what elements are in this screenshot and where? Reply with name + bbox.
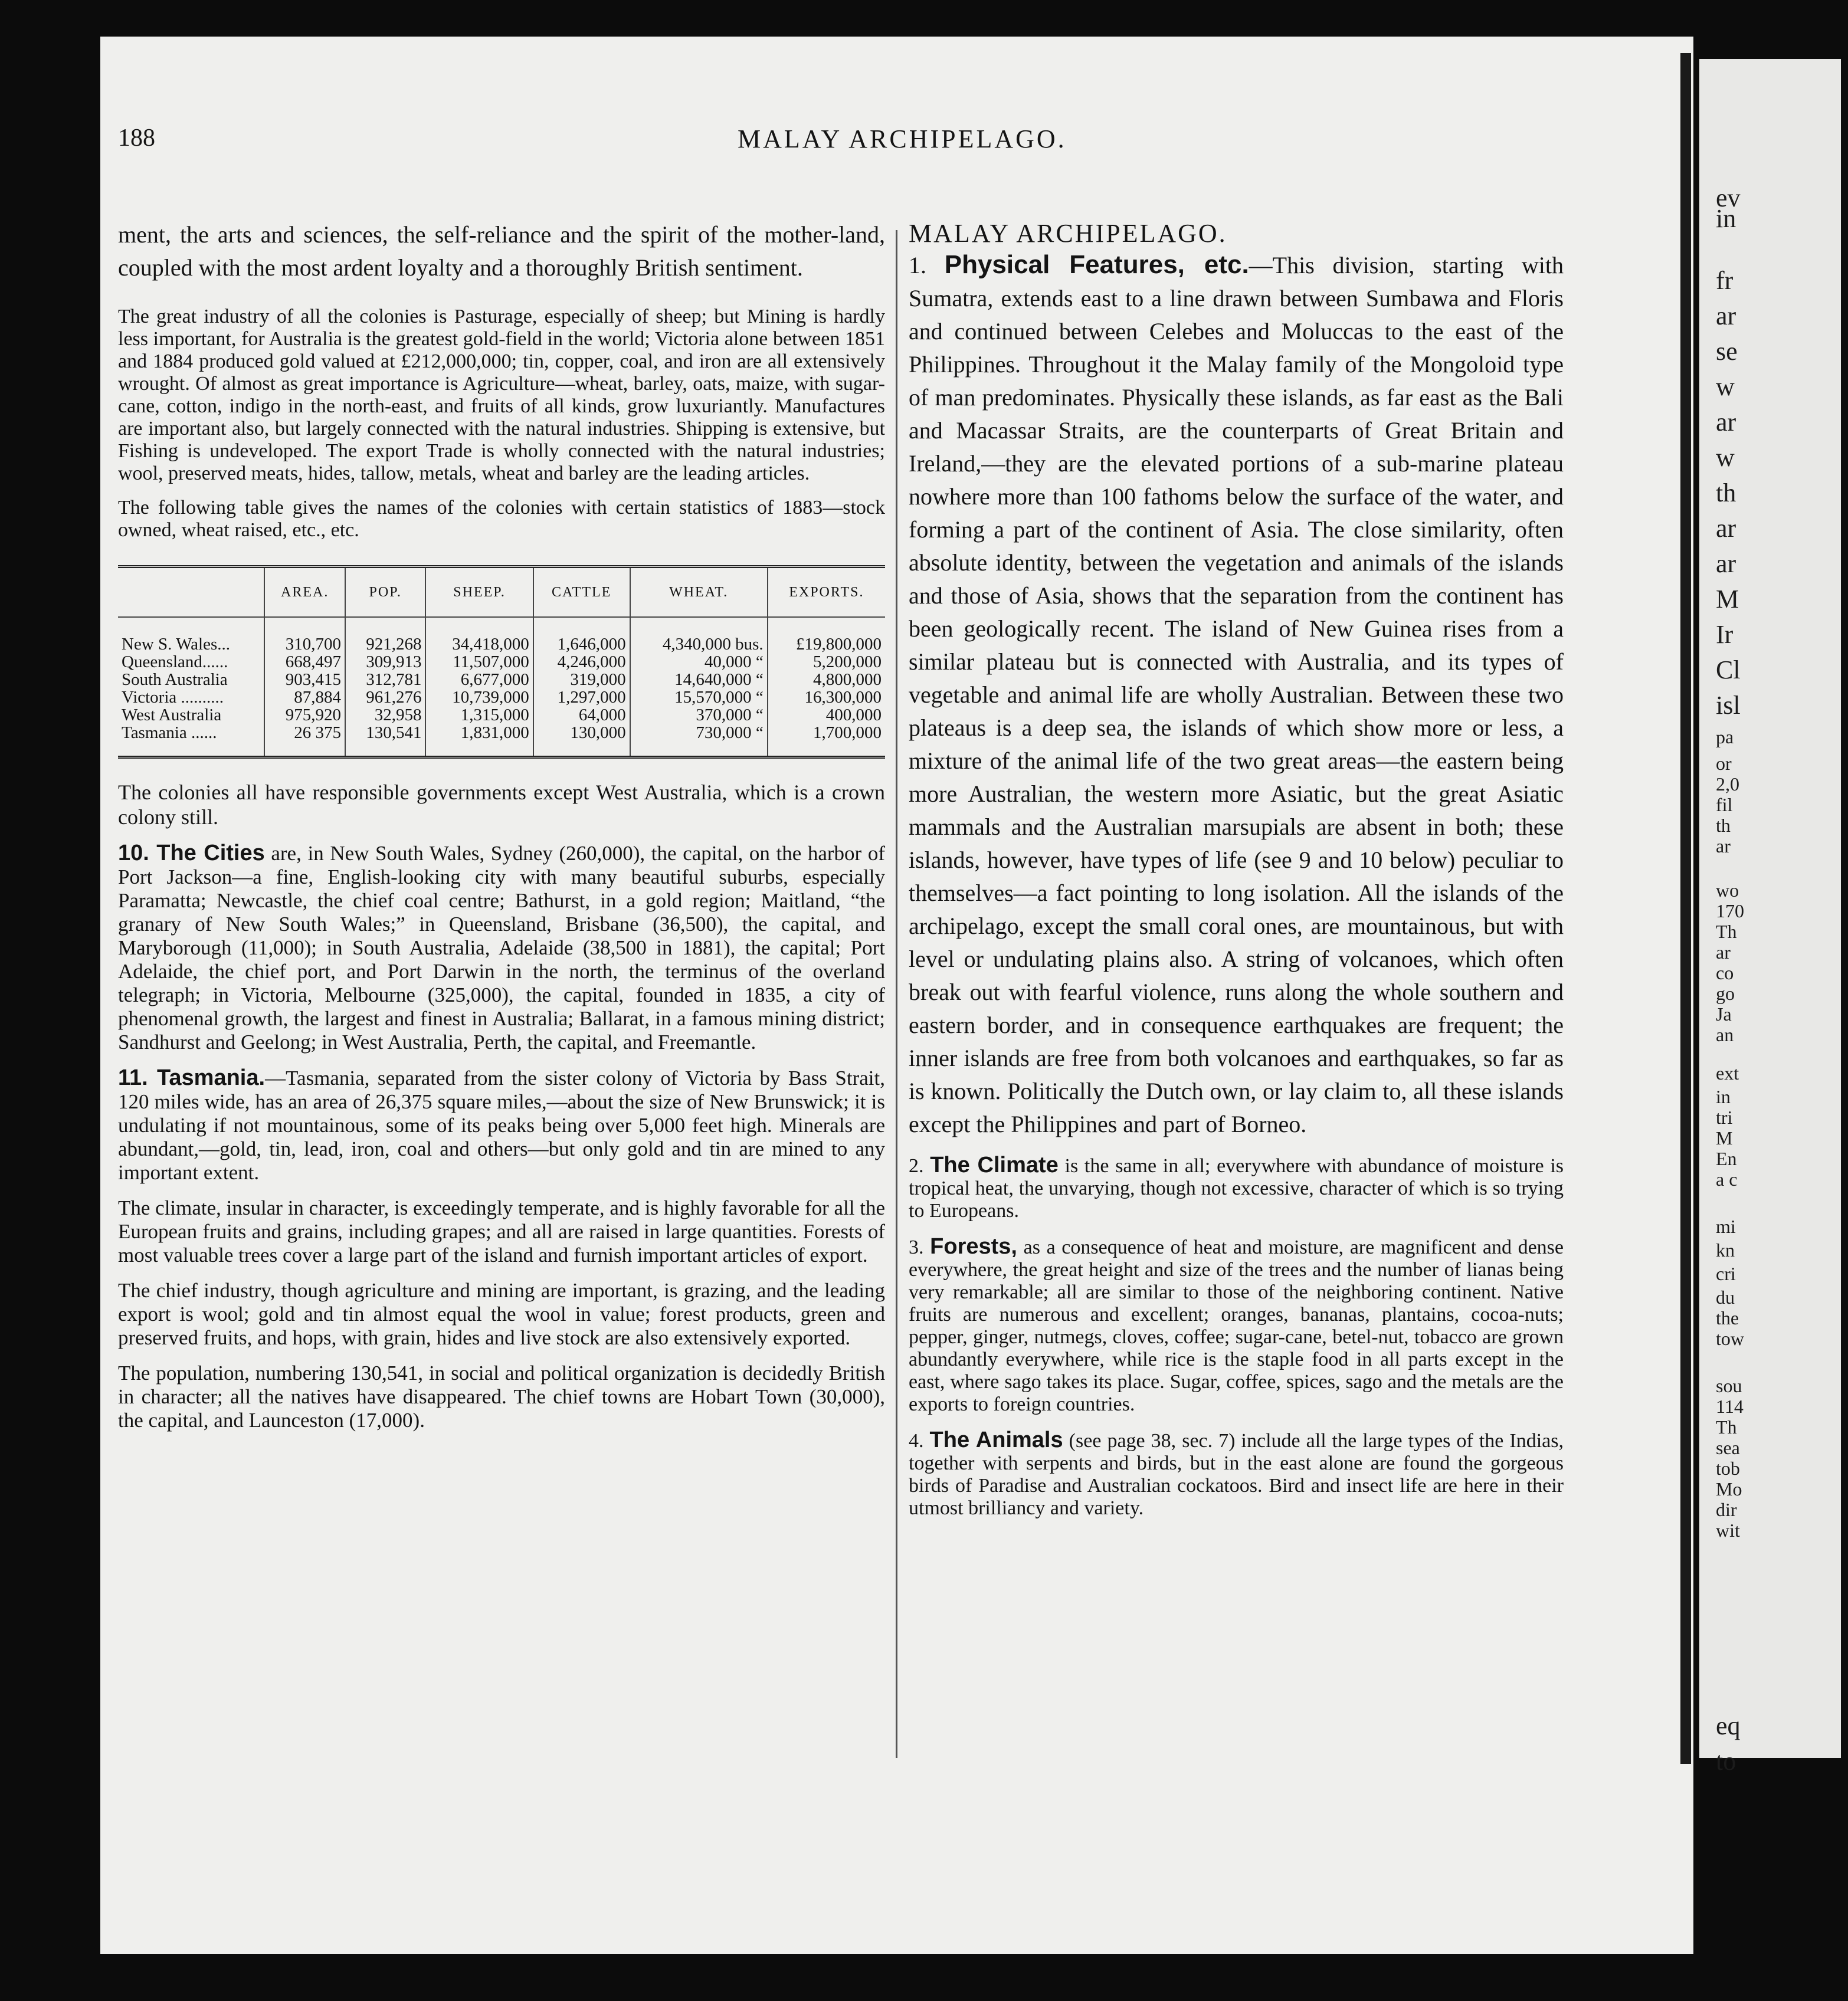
paragraph-industry: The great industry of all the colonies is Pasturage, especially of sheep; but Mining is hardly less important, for Australia is the greatest gold-field in the world; Victoria alone between 1851 and 1884 produced gold valued at £212,000,000; tin, copper, coal, and iron are all extensively wrought. Of almost as great importance is Agriculture—wheat, barley, oats, maize, with sugar-cane, cotton, indigo in the north-east, and fruits of all kinds, grow luxuriantly. Manufactures are important also, but largely connected with the natural industries. Shipping is extensive, but Fishing is undeveloped. The export Trade is wholly connected with the natural industries; wool, preserved meats, hides, tallow, metals, wheat and barley are the leading articles. xyxy=(118,306,885,484)
table-cell: 921,268 xyxy=(345,617,426,653)
column-header xyxy=(118,567,264,618)
adjacent-page-strip xyxy=(1699,59,1841,1776)
section-tasmania xyxy=(118,1066,885,1185)
section-text: are, in New South Wales, Sydney (260,000), the capital, on the harbor of Port Jackson—a fine, English-looking city with many beautiful suburbs, especially Paramatta; Newcastle, the chief coal centre; Bathurst, in a gold region; Maitland, “the granary of New South Wales;” in Queensland, Brisbane (36,500), the capital, and Maryborough (11,000); in South Australia, Adelaide (38,500 in 1881), the capital; Port Adelaide, the chief port, and Port Darwin in the north, the terminus of the overland telegraph; in Victoria, Melbourne (325,000), the capital, founded in 1835, a city of phenomenal growth, the largest and finest in Australia; Ballarat, in a famous mining district; Sandhurst and Geelong; in West Australia, Perth, the capital, and Freemantle. xyxy=(118,842,885,1054)
table-cell: 903,415 xyxy=(264,671,345,688)
table-cell: 1,297,000 xyxy=(533,688,630,706)
table-cell: 309,913 xyxy=(345,653,426,671)
adjacent-page-fragment: du xyxy=(1716,1287,1735,1308)
row-label: West Australia xyxy=(122,706,222,724)
table-row xyxy=(118,671,885,688)
table-cell: 400,000 xyxy=(768,706,885,724)
adjacent-page-fragment: kn xyxy=(1716,1239,1735,1261)
adjacent-page-fragment: th xyxy=(1716,478,1736,507)
adjacent-page-fragment: ar xyxy=(1716,835,1731,857)
section-heading: Physical Features, etc. xyxy=(944,250,1249,279)
adjacent-page-fragment: M xyxy=(1716,1127,1733,1149)
page-gutter xyxy=(1680,53,1691,1764)
adjacent-page-fragment: ext xyxy=(1716,1062,1739,1084)
adjacent-page-fragment: 114 xyxy=(1716,1396,1744,1417)
adjacent-page-fragment: dir xyxy=(1716,1499,1737,1520)
table-cell: 11,507,000 xyxy=(425,653,533,671)
adjacent-page-fragment: 170 xyxy=(1716,900,1744,921)
table-cell: 1,646,000 xyxy=(533,617,630,653)
column-header: WHEAT. xyxy=(630,567,768,618)
adjacent-page-fragment: Th xyxy=(1716,921,1737,942)
adjacent-page-fragment: th xyxy=(1716,815,1731,836)
adjacent-page-fragment: in xyxy=(1716,204,1736,233)
adjacent-page-fragment: co xyxy=(1716,962,1734,983)
paragraph-governments: The colonies all have responsible governments except West Australia, which is a crown colony still. xyxy=(118,780,885,829)
section-number: 4. xyxy=(909,1430,930,1452)
table-row xyxy=(118,688,885,706)
table-cell: 32,958 xyxy=(345,706,426,724)
adjacent-page-fragment: wit xyxy=(1716,1520,1740,1541)
table-cell: 668,497 xyxy=(264,653,345,671)
table-cell: 6,677,000 xyxy=(425,671,533,688)
section-number: 1. xyxy=(909,252,945,278)
table-cell: 370,000 “ xyxy=(630,706,768,724)
adjacent-page-fragment: sea xyxy=(1716,1437,1740,1458)
table-cell: 1,700,000 xyxy=(768,724,885,757)
table-cell: 975,920 xyxy=(264,706,345,724)
table-cell: 1,831,000 xyxy=(425,724,533,757)
section-heading: Forests, xyxy=(930,1234,1017,1259)
adjacent-page-fragment: tob xyxy=(1716,1458,1740,1479)
table-cell: 4,340,000 bus. xyxy=(630,617,768,653)
adjacent-page-fragment: ar xyxy=(1716,514,1736,543)
paragraph-industry-tasmania: The chief industry, though agriculture and mining are important, is grazing, and the leading export is wool; gold and tin almost equal the wool in value; forest products, green and preserved fruits, and hops, with grain, hides and live stock are also extensively exported. xyxy=(118,1279,885,1349)
paragraph-table-intro: The following table gives the names of the colonies with certain statistics of 1883—stock owned, wheat raised, etc., etc. xyxy=(118,497,885,541)
adjacent-page-fragment: or xyxy=(1716,753,1732,774)
table-cell: 4,800,000 xyxy=(768,671,885,688)
section-heading: 10. The Cities xyxy=(118,841,265,865)
table-row xyxy=(118,653,885,671)
table-row xyxy=(118,724,885,757)
adjacent-page-fragment: cri xyxy=(1716,1263,1736,1284)
adjacent-page-fragment: se xyxy=(1716,337,1738,366)
paragraph-continuation: ment, the arts and sciences, the self-reliance and the spirit of the mother-land, coupled with the most ardent loyalty and a thoroughly British sentiment. xyxy=(118,221,885,281)
adjacent-page-fragment: fil xyxy=(1716,794,1733,815)
section-number: 2. xyxy=(909,1155,930,1177)
table-header-row xyxy=(118,567,885,618)
adjacent-page-fragment: wo xyxy=(1716,880,1739,901)
adjacent-page-fragment: a c xyxy=(1716,1169,1738,1190)
table-cell: 310,700 xyxy=(264,617,345,653)
adjacent-page-fragment: w xyxy=(1716,443,1735,472)
left-column xyxy=(118,218,885,1432)
adjacent-page-fragment: Ja xyxy=(1716,1003,1732,1025)
table-cell: 14,640,000 “ xyxy=(630,671,768,688)
section-cities xyxy=(118,841,885,1054)
adjacent-page-fragment: ar xyxy=(1716,301,1736,330)
table-cell: 5,200,000 xyxy=(768,653,885,671)
section-number: 3. xyxy=(909,1236,930,1258)
section-forests xyxy=(909,1235,1564,1416)
adjacent-page-fragment: w xyxy=(1716,372,1735,401)
section-text: as a consequence of heat and moisture, are magnificent and dense everywhere, the great height and size of the trees and the number of lianas being very remarkable; all are similar to those of the neighboring continent. Native fruits are numerous and excellent; oranges, bananas, plantains, cocoa-nuts; pepper, ginger, nutmegs, cloves, coffee; sugar-cane, betel-nut, tobacco are grown abundantly everywhere, while rice is the staple food in all parts except in the east, where sago takes its place. Sugar, coffee, spices, sago and the metals are the exports to foreign countries. xyxy=(909,1236,1564,1415)
adjacent-page-fragment: an xyxy=(1716,1024,1734,1045)
section-physical-features xyxy=(909,248,1564,1141)
table-cell: 730,000 “ xyxy=(630,724,768,757)
adjacent-page-fragment: En xyxy=(1716,1148,1737,1169)
adjacent-page-fragment: the xyxy=(1716,1307,1739,1328)
column-header: AREA. xyxy=(264,567,345,618)
adjacent-page-fragment: ar xyxy=(1716,942,1731,963)
page-number: 188 xyxy=(118,124,155,152)
adjacent-page-fragment: ar xyxy=(1716,549,1736,578)
adjacent-page-fragment: to xyxy=(1716,1747,1736,1776)
section-text: —Tasmania, separated from the sister colony of Victoria by Bass Strait, 120 miles wide, has an area of 26,375 square miles,—about the size of New Brunswick; it is undulating if not mountainous, some of its peaks being over 5,000 feet high. Minerals are abundant,—gold, tin, lead, iron, coal and others—but only gold and tin are mined to any important extent. xyxy=(118,1067,885,1184)
row-label: Queensland...... xyxy=(122,652,228,671)
adjacent-page-fragment: Mo xyxy=(1716,1478,1742,1500)
column-header: EXPORTS. xyxy=(768,567,885,618)
section-text: (see page 38, sec. 7) include all the large types of the Indias, together with serpents and birds, but in the east alone are found the gorgeous birds of Paradise and Australian cockatoos. Bird and insect life are here in their utmost brilliancy and variety. xyxy=(909,1430,1564,1519)
table-cell: 312,781 xyxy=(345,671,426,688)
section-heading: The Climate xyxy=(930,1153,1059,1177)
table-cell: 130,000 xyxy=(533,724,630,757)
adjacent-page-fragment: eq xyxy=(1716,1711,1741,1740)
row-label: Tasmania ...... xyxy=(122,723,217,742)
adjacent-page-fragment: Cl xyxy=(1716,655,1741,684)
adjacent-page-fragment: M xyxy=(1716,585,1739,614)
adjacent-page-fragment: 2,0 xyxy=(1716,773,1739,795)
table-cell: 87,884 xyxy=(264,688,345,706)
table-row xyxy=(118,706,885,724)
adjacent-page-fragment: sou xyxy=(1716,1375,1742,1396)
table-cell: 319,000 xyxy=(533,671,630,688)
section-text: is the same in all; everywhere with abundance of moisture is tropical heat, the unvarying, though not excessive, character of which is so trying to Europeans. xyxy=(909,1155,1564,1222)
table-cell: 15,570,000 “ xyxy=(630,688,768,706)
table-cell: 1,315,000 xyxy=(425,706,533,724)
table-cell: 34,418,000 xyxy=(425,617,533,653)
adjacent-page-fragment: isl xyxy=(1716,691,1741,720)
section-text: —This division, starting with Sumatra, extends east to a line drawn between Sumbawa and Floris and continued between Celebes and Moluccas to the east of the Philippines. Throughout it the Malay family of the Mongoloid type of man predominates. Physically these islands, as far east as the Bali and Macassar Straits, are the counterparts of Great Britain and Ireland,—they are the elevated portions of a sub-marine plateau nowhere more than 100 fathoms below the surface of the water, and forming a part of the continent of Asia. The close similarity, often absolute identity, between the vegetation and animals of the islands and those of Asia, shows that the separation from the continent has been geologically recent. The island of New Guinea rises from a similar plateau but is connected with Australia, and its types of vegetable and animal life are wholly Australian. Between these two plateaus is a deep sea, the islands of which show more or less, a mixture of the animal life of the two great areas—the eastern being more Australian, the western more Asiatic, but the great Asiatic mammals and the Australian marsupials are absent in both; these islands, however, have types of life (see 9 and 10 below) peculiar to themselves—a fact pointing to long isolation. All the islands of the archipelago, except the small coral ones, are mountainous, but with level or undulating plains also. A string of volcanoes, which often break out with fearful violence, runs along the whole southern and eastern border, and in consequence earthquakes are frequent; the inner islands are free from both volcanoes and earthquakes, so far as is known. Politically the Dutch own, or lay claim to, all these islands except the Philippines and part of Borneo. xyxy=(909,252,1564,1137)
adjacent-page-fragment: Th xyxy=(1716,1416,1737,1438)
adjacent-page-fragment: in xyxy=(1716,1086,1731,1107)
table-cell: 130,541 xyxy=(345,724,426,757)
adjacent-page-fragment: ev xyxy=(1716,183,1741,212)
row-label: Victoria .......... xyxy=(122,688,224,707)
section-heading: The Animals xyxy=(929,1428,1063,1452)
table-cell: 40,000 “ xyxy=(630,653,768,671)
colony-statistics-table xyxy=(118,565,885,759)
section-animals xyxy=(909,1429,1564,1520)
page-header xyxy=(118,124,1564,165)
paragraph-population: The population, numbering 130,541, in social and political organization is decidedly British in character; all the natives have disappeared. The chief towns are Hobart Town (30,000), the capital, and Launceston (17,000). xyxy=(118,1362,885,1432)
adjacent-page-fragment: tow xyxy=(1716,1328,1744,1349)
right-column xyxy=(909,218,1564,1520)
section-heading: 11. Tasmania. xyxy=(118,1065,266,1090)
adjacent-page-fragment: ar xyxy=(1716,408,1736,437)
table-cell: 16,300,000 xyxy=(768,688,885,706)
paragraph-climate: The climate, insular in character, is exceedingly temperate, and is highly favorable for all the European fruits and grains, including grapes; and all are raised in large quantities. Forests of most valuable trees cover a large part of the island and furnish important articles of export. xyxy=(118,1196,885,1267)
adjacent-page-fragment: mi xyxy=(1716,1216,1736,1237)
row-label: South Australia xyxy=(122,670,228,689)
section-climate xyxy=(909,1154,1564,1222)
adjacent-page-fragment: tri xyxy=(1716,1107,1733,1128)
table-row xyxy=(118,617,885,653)
adjacent-page-fragment: pa xyxy=(1716,726,1734,747)
row-label: New S. Wales... xyxy=(122,635,230,654)
table-cell: 26 375 xyxy=(264,724,345,757)
table-cell: 4,246,000 xyxy=(533,653,630,671)
adjacent-page-fragment: Ir xyxy=(1716,620,1734,649)
table-cell: £19,800,000 xyxy=(768,617,885,653)
section-title: MALAY ARCHIPELAGO. xyxy=(909,219,1227,248)
table-cell: 961,276 xyxy=(345,688,426,706)
adjacent-page-fragment: fr xyxy=(1716,266,1734,295)
column-header: CATTLE xyxy=(533,567,630,618)
table-cell: 10,739,000 xyxy=(425,688,533,706)
column-header: POP. xyxy=(345,567,426,618)
table-cell: 64,000 xyxy=(533,706,630,724)
running-head: MALAY ARCHIPELAGO. xyxy=(738,124,1067,153)
column-header: SHEEP. xyxy=(425,567,533,618)
adjacent-page-fragment: go xyxy=(1716,983,1735,1004)
column-divider xyxy=(896,230,897,1758)
